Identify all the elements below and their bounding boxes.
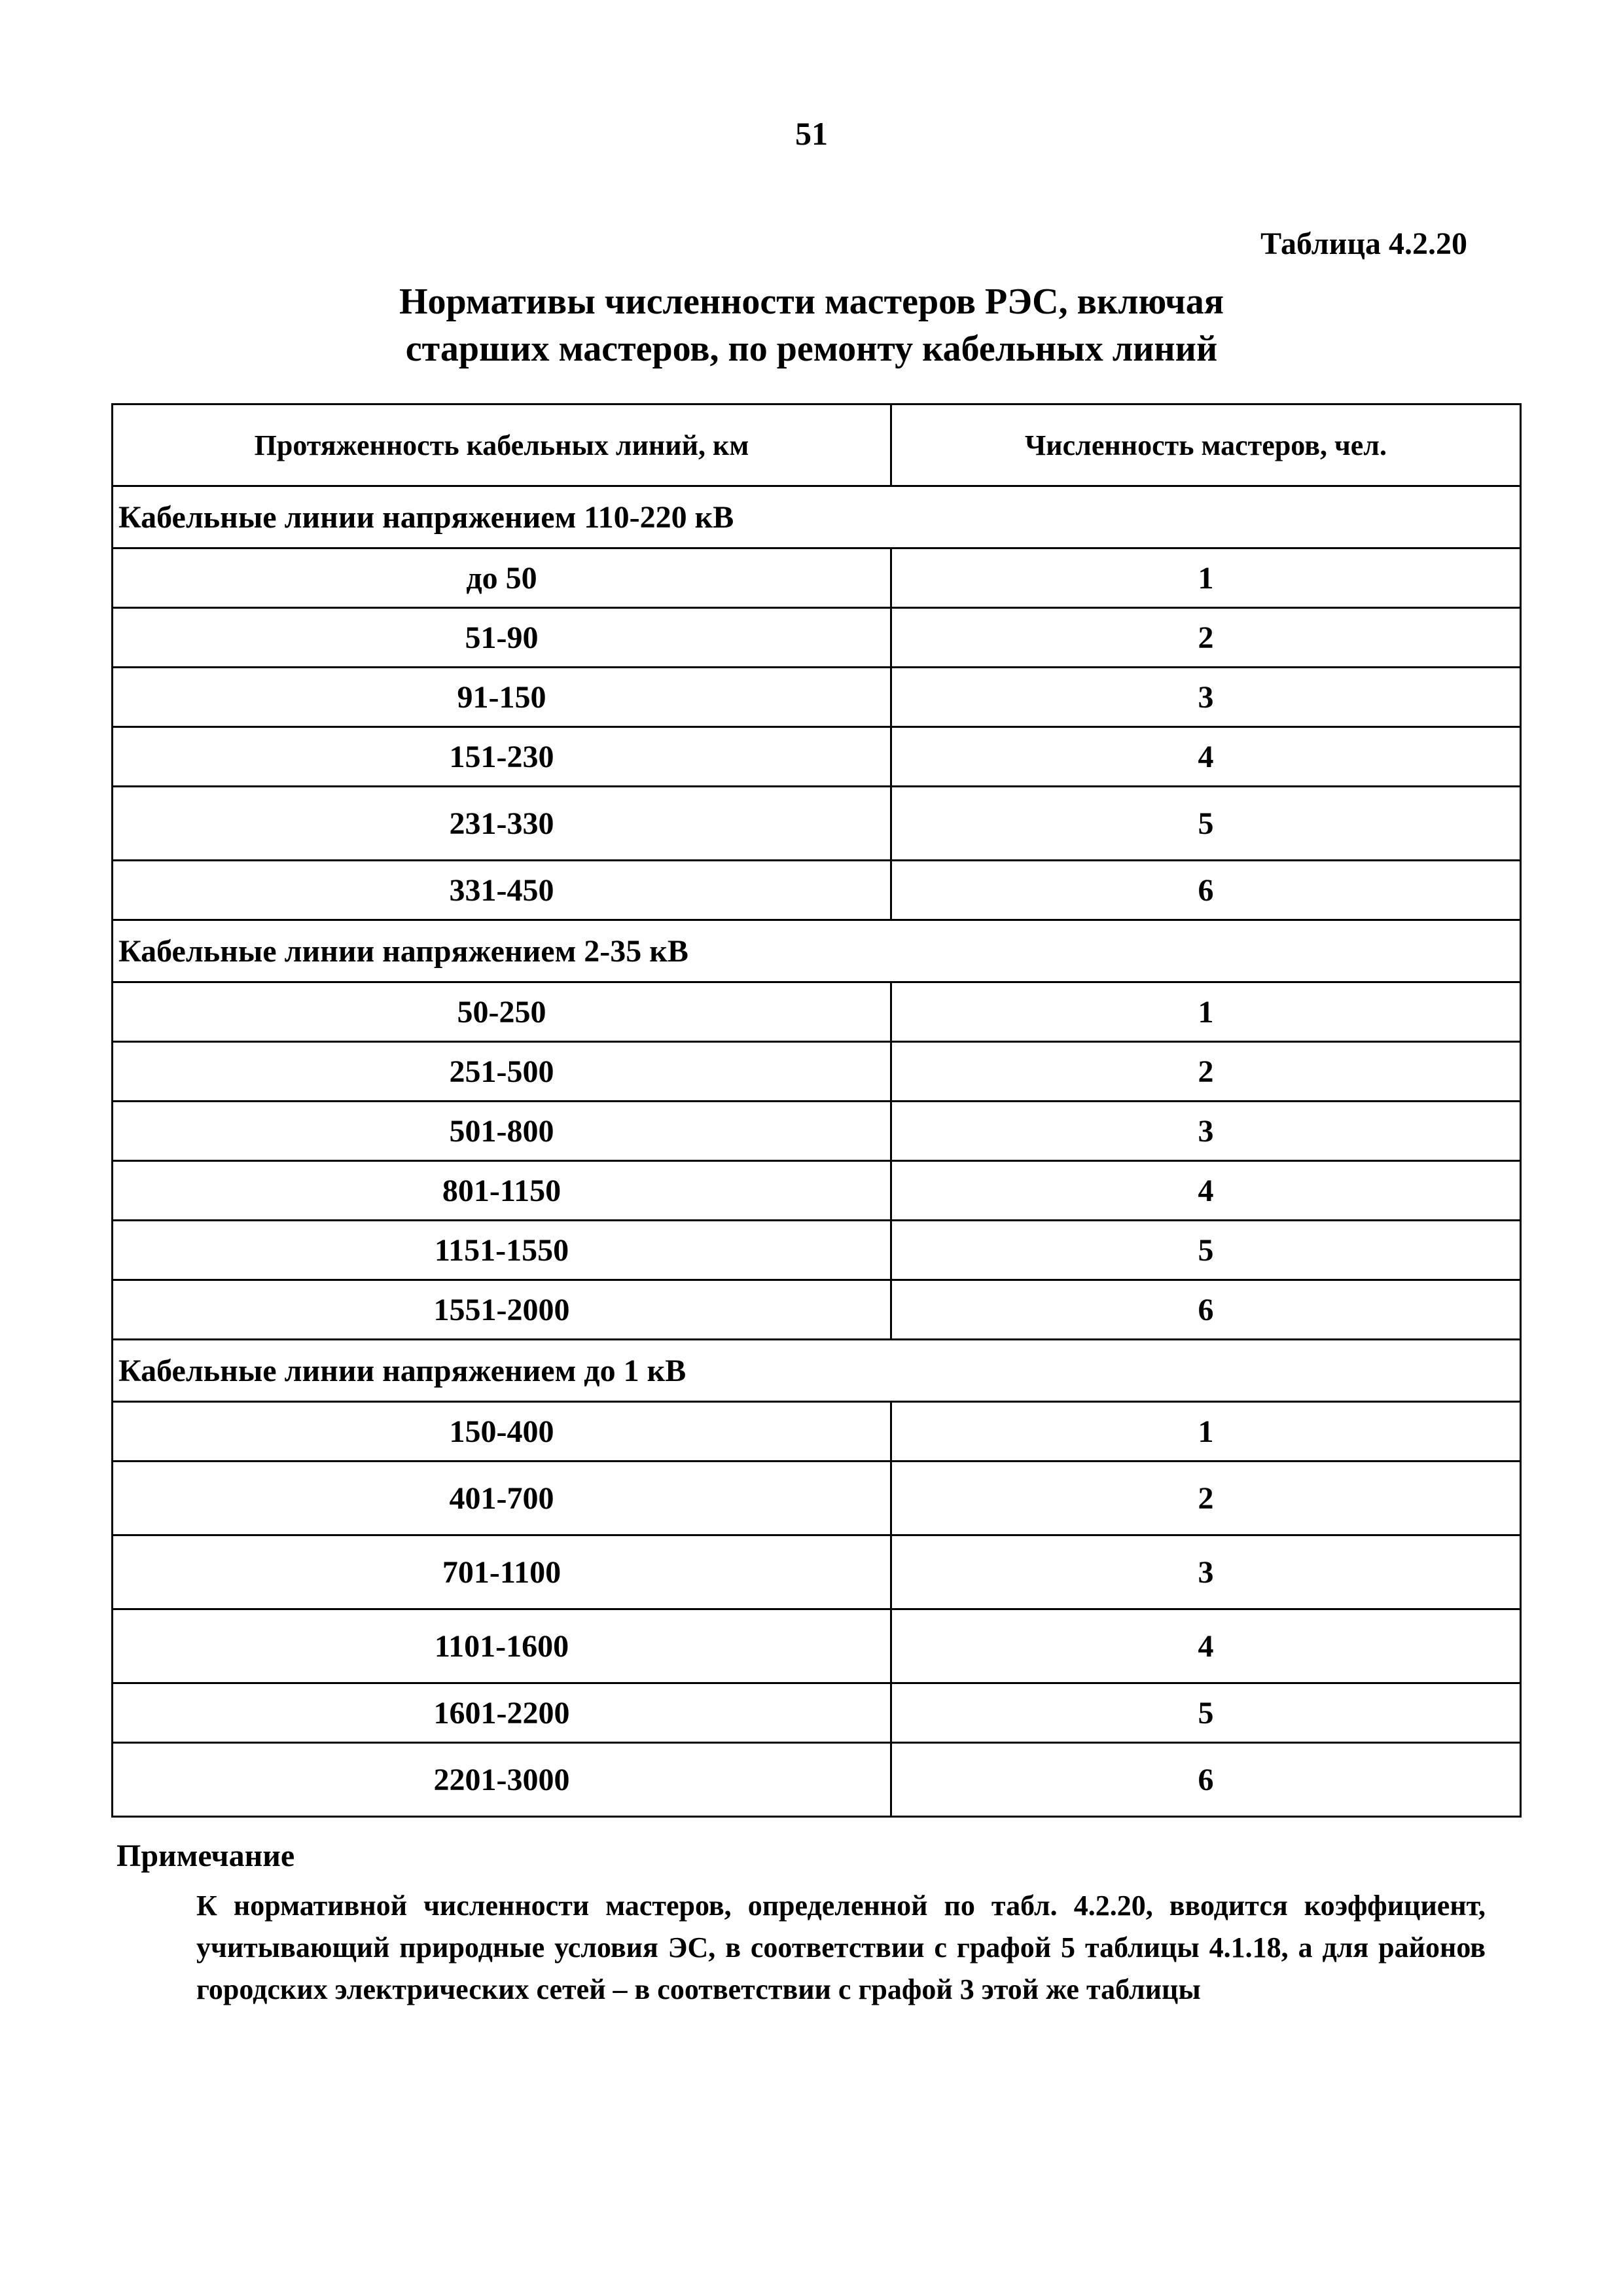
length-cell: 231-330	[113, 787, 891, 861]
length-cell: 1101-1600	[113, 1609, 891, 1683]
table-row	[113, 1535, 1521, 1609]
table-row	[113, 727, 1521, 787]
count-cell: 3	[891, 1102, 1521, 1161]
table-label: Таблица 4.2.20	[1260, 226, 1467, 261]
length-cell: 1551-2000	[113, 1280, 891, 1340]
table-row	[113, 1609, 1521, 1683]
note-label: Примечание	[116, 1839, 295, 1873]
length-cell: до 50	[113, 548, 891, 608]
length-cell: 501-800	[113, 1102, 891, 1161]
table-row	[113, 1221, 1521, 1280]
table-row	[113, 861, 1521, 920]
header-count: Численность мастеров, чел.	[891, 404, 1521, 486]
page-number: 51	[795, 115, 828, 152]
section-row	[113, 486, 1521, 548]
length-cell: 151-230	[113, 727, 891, 787]
count-cell: 2	[891, 608, 1521, 668]
table-body	[113, 486, 1521, 1817]
length-cell: 701-1100	[113, 1535, 891, 1609]
count-cell: 3	[891, 668, 1521, 727]
table-row	[113, 1402, 1521, 1462]
header-length: Протяженность кабельных линий, км	[113, 404, 891, 486]
table-row	[113, 1280, 1521, 1340]
length-cell: 1601-2200	[113, 1683, 891, 1743]
section-row	[113, 1340, 1521, 1402]
count-cell: 2	[891, 1462, 1521, 1535]
table-row	[113, 548, 1521, 608]
table-row	[113, 608, 1521, 668]
length-cell: 801-1150	[113, 1161, 891, 1221]
table-row	[113, 1161, 1521, 1221]
count-cell: 5	[891, 1221, 1521, 1280]
table-row	[113, 1743, 1521, 1817]
count-cell: 4	[891, 727, 1521, 787]
table-title	[0, 278, 1623, 372]
length-cell: 50-250	[113, 982, 891, 1042]
length-cell: 2201-3000	[113, 1743, 891, 1817]
length-cell: 1151-1550	[113, 1221, 891, 1280]
table-header-row	[113, 404, 1521, 486]
count-cell: 4	[891, 1161, 1521, 1221]
note-text: К нормативной численности мастеров, определенной по табл. 4.2.20, вводится коэффициент, учитывающий природные условия ЭС, в соответствии с графой 5 таблицы 4.1.18, а для районов городских электрических сетей – в соответствии с графой 3 этой же таблицы	[196, 1890, 1486, 2005]
count-cell: 2	[891, 1042, 1521, 1102]
table-row	[113, 787, 1521, 861]
count-cell: 3	[891, 1535, 1521, 1609]
table-title-line-2: старших мастеров, по ремонту кабельных линий	[405, 329, 1218, 369]
table-row	[113, 668, 1521, 727]
count-cell: 1	[891, 1402, 1521, 1462]
section-title: Кабельные линии напряжением 110-220 кВ	[113, 486, 1521, 548]
length-cell: 401-700	[113, 1462, 891, 1535]
table-row	[113, 1042, 1521, 1102]
count-cell: 5	[891, 1683, 1521, 1743]
length-cell: 91-150	[113, 668, 891, 727]
length-cell: 251-500	[113, 1042, 891, 1102]
count-cell: 1	[891, 548, 1521, 608]
count-cell: 6	[891, 1743, 1521, 1817]
count-cell: 4	[891, 1609, 1521, 1683]
table-row	[113, 1683, 1521, 1743]
table-row	[113, 1102, 1521, 1161]
length-cell: 51-90	[113, 608, 891, 668]
section-title: Кабельные линии напряжением 2-35 кВ	[113, 920, 1521, 982]
section-title: Кабельные линии напряжением до 1 кВ	[113, 1340, 1521, 1402]
length-cell: 150-400	[113, 1402, 891, 1462]
count-cell: 1	[891, 982, 1521, 1042]
norms-table	[111, 403, 1522, 1818]
length-cell: 331-450	[113, 861, 891, 920]
section-row	[113, 920, 1521, 982]
table-row	[113, 982, 1521, 1042]
table-row	[113, 1462, 1521, 1535]
count-cell: 6	[891, 1280, 1521, 1340]
table-title-line-1: Нормативы численности мастеров РЭС, включая	[399, 281, 1224, 322]
count-cell: 5	[891, 787, 1521, 861]
count-cell: 6	[891, 861, 1521, 920]
